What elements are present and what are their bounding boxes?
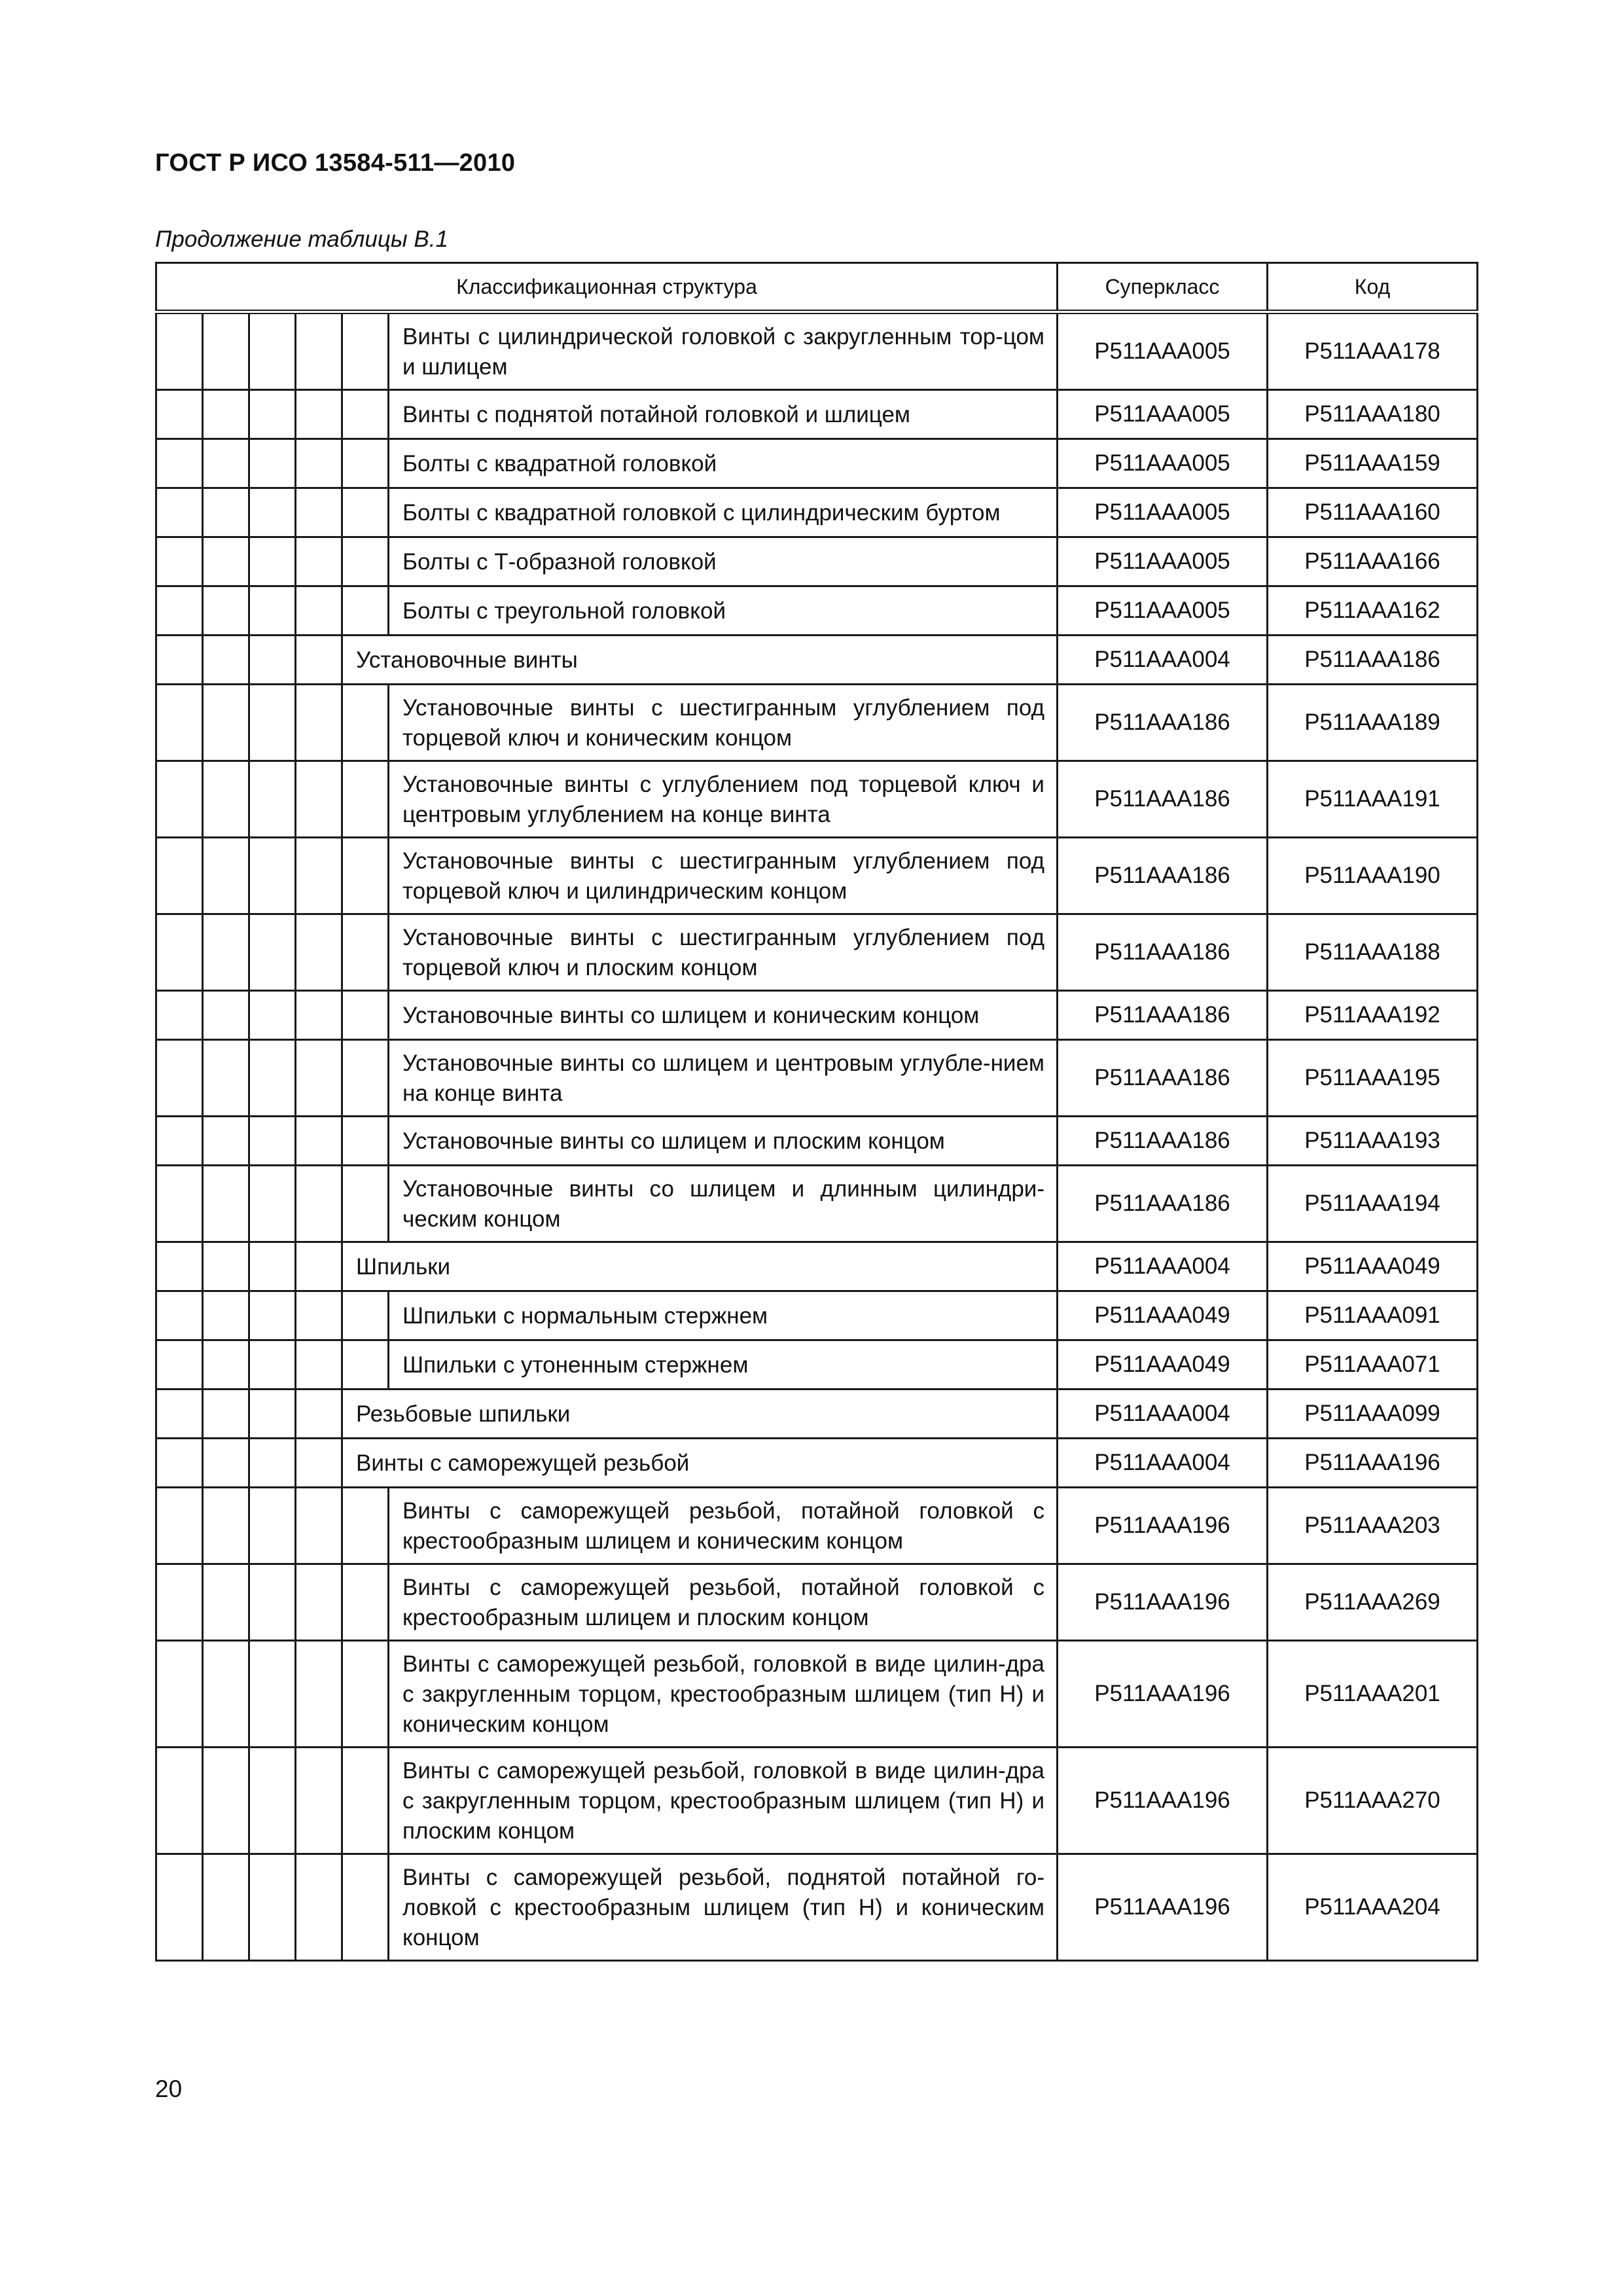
indent-cell [156,1854,203,1961]
indent-cell [249,914,296,991]
indent-cell [203,312,249,390]
superclass-cell: P511AAA186 [1058,1040,1268,1117]
classification-table [155,262,1478,1962]
table-caption: Продолжение таблицы В.1 [155,226,448,252]
indent-cell [296,838,342,914]
indent-cell [156,991,203,1040]
table-row [156,1242,1478,1291]
class-name-cell: Винты с саморежущей резьбой, поднятой потайной го-ловкой с крестообразным шлицем (тип Н) и коническим концом [389,1854,1058,1961]
code-cell: P511AAA204 [1268,1854,1478,1961]
class-name-cell: Установочные винты [342,636,1058,685]
indent-cell [203,586,249,636]
class-name-cell: Установочные винты со шлицем и центровым углубле-нием на конце винта [389,1040,1058,1117]
indent-cell [156,1242,203,1291]
class-name-cell: Установочные винты со шлицем и коническим концом [389,991,1058,1040]
indent-cell [342,1340,389,1390]
indent-cell [156,838,203,914]
indent-cell [249,1641,296,1748]
indent-cell [342,586,389,636]
table-row [156,537,1478,586]
indent-cell [249,1564,296,1641]
indent-cell [249,1390,296,1439]
superclass-cell: P511AAA005 [1058,439,1268,488]
indent-cell [203,1040,249,1117]
table-row [156,390,1478,439]
table-row [156,761,1478,838]
superclass-cell: P511AAA005 [1058,586,1268,636]
indent-cell [342,685,389,761]
indent-cell [156,312,203,390]
indent-cell [296,1340,342,1390]
indent-cell [203,1439,249,1488]
class-name-cell: Установочные винты со шлицем и плоским концом [389,1117,1058,1166]
indent-cell [249,439,296,488]
class-name-cell: Винты с поднятой потайной головкой и шлицем [389,390,1058,439]
table-row [156,1641,1478,1748]
indent-cell [296,1291,342,1340]
superclass-cell: P511AAA196 [1058,1641,1268,1748]
indent-cell [296,312,342,390]
class-name-cell: Болты с квадратной головкой с цилиндрическим буртом [389,488,1058,537]
indent-cell [203,1564,249,1641]
indent-cell [342,1117,389,1166]
indent-cell [156,636,203,685]
indent-cell [342,537,389,586]
superclass-cell: P511AAA004 [1058,636,1268,685]
indent-cell [342,1748,389,1854]
indent-cell [249,312,296,390]
indent-cell [342,488,389,537]
superclass-cell: P511AAA196 [1058,1748,1268,1854]
indent-cell [203,685,249,761]
indent-cell [296,1488,342,1564]
code-cell: P511AAA190 [1268,838,1478,914]
indent-cell [203,1117,249,1166]
indent-cell [249,1040,296,1117]
table-row [156,914,1478,991]
code-cell: P511AAA071 [1268,1340,1478,1390]
code-cell: P511AAA091 [1268,1291,1478,1340]
superclass-cell: P511AAA186 [1058,685,1268,761]
indent-cell [249,636,296,685]
indent-cell [249,586,296,636]
class-name-cell: Установочные винты с углублением под торцевой ключ и центровым углублением на конце винта [389,761,1058,838]
indent-cell [156,1641,203,1748]
superclass-cell: P511AAA196 [1058,1564,1268,1641]
superclass-cell: P511AAA005 [1058,312,1268,390]
class-name-cell: Винты с саморежущей резьбой, головкой в виде цилин-дра с закругленным торцом, крестообразным шлицем (тип Н) и плоским концом [389,1748,1058,1854]
code-cell: P511AAA193 [1268,1117,1478,1166]
column-header-superclass: Суперкласс [1058,263,1268,312]
code-cell: P511AAA180 [1268,390,1478,439]
indent-cell [342,312,389,390]
code-cell: P511AAA189 [1268,685,1478,761]
code-cell: P511AAA192 [1268,991,1478,1040]
table-row [156,586,1478,636]
indent-cell [296,685,342,761]
code-cell: P511AAA166 [1268,537,1478,586]
indent-cell [296,488,342,537]
indent-cell [156,1117,203,1166]
code-cell: P511AAA201 [1268,1641,1478,1748]
indent-cell [342,1854,389,1961]
class-name-cell: Болты с Т-образной головкой [389,537,1058,586]
indent-cell [156,1748,203,1854]
indent-cell [342,991,389,1040]
indent-cell [203,636,249,685]
class-name-cell: Винты с саморежущей резьбой [342,1439,1058,1488]
class-name-cell: Винты с саморежущей резьбой, потайной головкой с крестообразным шлицем и коническим концом [389,1488,1058,1564]
indent-cell [203,1242,249,1291]
indent-cell [203,838,249,914]
code-cell: P511AAA099 [1268,1390,1478,1439]
indent-cell [156,488,203,537]
class-name-cell: Установочные винты с шестигранным углублением под торцевой ключ и цилиндрическим концом [389,838,1058,914]
indent-cell [203,1854,249,1961]
code-cell: P511AAA188 [1268,914,1478,991]
code-cell: P511AAA159 [1268,439,1478,488]
class-name-cell: Винты с цилиндрической головкой с закругленным тор-цом и шлицем [389,312,1058,390]
class-name-cell: Болты с треугольной головкой [389,586,1058,636]
indent-cell [296,1166,342,1242]
indent-cell [296,991,342,1040]
superclass-cell: P511AAA186 [1058,991,1268,1040]
superclass-cell: P511AAA196 [1058,1854,1268,1961]
page-number: 20 [155,2075,183,2102]
column-header-code: Код [1268,263,1478,312]
document-header: ГОСТ Р ИСО 13584-511—2010 [155,149,516,177]
indent-cell [296,1564,342,1641]
indent-cell [249,1439,296,1488]
indent-cell [249,991,296,1040]
indent-cell [296,586,342,636]
indent-cell [203,1748,249,1854]
superclass-cell: P511AAA196 [1058,1488,1268,1564]
class-name-cell: Болты с квадратной головкой [389,439,1058,488]
indent-cell [296,1117,342,1166]
code-cell: P511AAA049 [1268,1242,1478,1291]
indent-cell [342,1166,389,1242]
table-row [156,1439,1478,1488]
superclass-cell: P511AAA186 [1058,761,1268,838]
indent-cell [203,991,249,1040]
indent-cell [296,537,342,586]
code-cell: P511AAA191 [1268,761,1478,838]
indent-cell [156,439,203,488]
indent-cell [156,1040,203,1117]
indent-cell [156,537,203,586]
superclass-cell: P511AAA186 [1058,914,1268,991]
class-name-cell: Винты с саморежущей резьбой, головкой в виде цилин-дра с закругленным торцом, крестообразным шлицем (тип Н) и коническим концом [389,1641,1058,1748]
class-name-cell: Установочные винты с шестигранным углублением под торцевой ключ и плоским концом [389,914,1058,991]
table-row [156,838,1478,914]
indent-cell [203,439,249,488]
indent-cell [249,1340,296,1390]
table-row [156,312,1478,390]
class-name-cell: Винты с саморежущей резьбой, потайной головкой с крестообразным шлицем и плоским концом [389,1564,1058,1641]
table-header-row [156,263,1478,312]
table-row [156,1166,1478,1242]
indent-cell [156,1166,203,1242]
indent-cell [156,1340,203,1390]
indent-cell [342,1564,389,1641]
indent-cell [249,1748,296,1854]
indent-cell [342,761,389,838]
table-row [156,1040,1478,1117]
indent-cell [203,1641,249,1748]
indent-cell [342,1641,389,1748]
code-cell: P511AAA196 [1268,1439,1478,1488]
superclass-cell: P511AAA005 [1058,537,1268,586]
indent-cell [342,1488,389,1564]
table-body [156,312,1478,1961]
indent-cell [342,1040,389,1117]
indent-cell [296,761,342,838]
indent-cell [296,636,342,685]
indent-cell [296,1641,342,1748]
indent-cell [203,914,249,991]
indent-cell [156,914,203,991]
class-name-cell: Резьбовые шпильки [342,1390,1058,1439]
indent-cell [342,838,389,914]
indent-cell [296,390,342,439]
class-name-cell: Установочные винты со шлицем и длинным цилиндри-ческим концом [389,1166,1058,1242]
indent-cell [342,914,389,991]
indent-cell [156,1439,203,1488]
class-name-cell: Шпильки [342,1242,1058,1291]
indent-cell [156,586,203,636]
indent-cell [249,1291,296,1340]
indent-cell [342,1291,389,1340]
indent-cell [203,1166,249,1242]
indent-cell [156,1390,203,1439]
indent-cell [203,1340,249,1390]
superclass-cell: P511AAA005 [1058,488,1268,537]
superclass-cell: P511AAA049 [1058,1291,1268,1340]
indent-cell [156,1488,203,1564]
table-row [156,1340,1478,1390]
indent-cell [296,1040,342,1117]
table-row [156,685,1478,761]
table-row [156,439,1478,488]
code-cell: P511AAA195 [1268,1040,1478,1117]
indent-cell [342,439,389,488]
indent-cell [156,685,203,761]
superclass-cell: P511AAA004 [1058,1439,1268,1488]
code-cell: P511AAA269 [1268,1564,1478,1641]
indent-cell [249,838,296,914]
indent-cell [249,537,296,586]
indent-cell [249,488,296,537]
indent-cell [296,1439,342,1488]
indent-cell [249,390,296,439]
table-row [156,1390,1478,1439]
code-cell: P511AAA194 [1268,1166,1478,1242]
superclass-cell: P511AAA186 [1058,1166,1268,1242]
indent-cell [296,914,342,991]
indent-cell [249,1166,296,1242]
indent-cell [203,537,249,586]
indent-cell [203,390,249,439]
indent-cell [296,1748,342,1854]
code-cell: P511AAA270 [1268,1748,1478,1854]
table-row [156,1854,1478,1961]
code-cell: P511AAA162 [1268,586,1478,636]
class-name-cell: Установочные винты с шестигранным углублением под торцевой ключ и коническим концом [389,685,1058,761]
indent-cell [249,685,296,761]
indent-cell [296,439,342,488]
indent-cell [203,1291,249,1340]
superclass-cell: P511AAA186 [1058,1117,1268,1166]
indent-cell [156,390,203,439]
class-name-cell: Шпильки с утоненным стержнем [389,1340,1058,1390]
table-row [156,636,1478,685]
table-row [156,1291,1478,1340]
table-row [156,1748,1478,1854]
indent-cell [342,390,389,439]
code-cell: P511AAA178 [1268,312,1478,390]
table-row [156,991,1478,1040]
superclass-cell: P511AAA049 [1058,1340,1268,1390]
indent-cell [296,1390,342,1439]
indent-cell [203,1488,249,1564]
table-row [156,488,1478,537]
indent-cell [296,1242,342,1291]
superclass-cell: P511AAA004 [1058,1390,1268,1439]
indent-cell [249,1242,296,1291]
indent-cell [156,1291,203,1340]
indent-cell [249,1117,296,1166]
table-row [156,1564,1478,1641]
indent-cell [249,761,296,838]
class-name-cell: Шпильки с нормальным стержнем [389,1291,1058,1340]
code-cell: P511AAA160 [1268,488,1478,537]
indent-cell [203,1390,249,1439]
indent-cell [296,1854,342,1961]
indent-cell [156,1564,203,1641]
column-header-structure: Классификационная структура [156,263,1058,312]
indent-cell [203,488,249,537]
code-cell: P511AAA186 [1268,636,1478,685]
superclass-cell: P511AAA005 [1058,390,1268,439]
superclass-cell: P511AAA004 [1058,1242,1268,1291]
indent-cell [156,761,203,838]
indent-cell [203,761,249,838]
indent-cell [249,1488,296,1564]
superclass-cell: P511AAA186 [1058,838,1268,914]
table-row [156,1488,1478,1564]
indent-cell [249,1854,296,1961]
table-row [156,1117,1478,1166]
code-cell: P511AAA203 [1268,1488,1478,1564]
